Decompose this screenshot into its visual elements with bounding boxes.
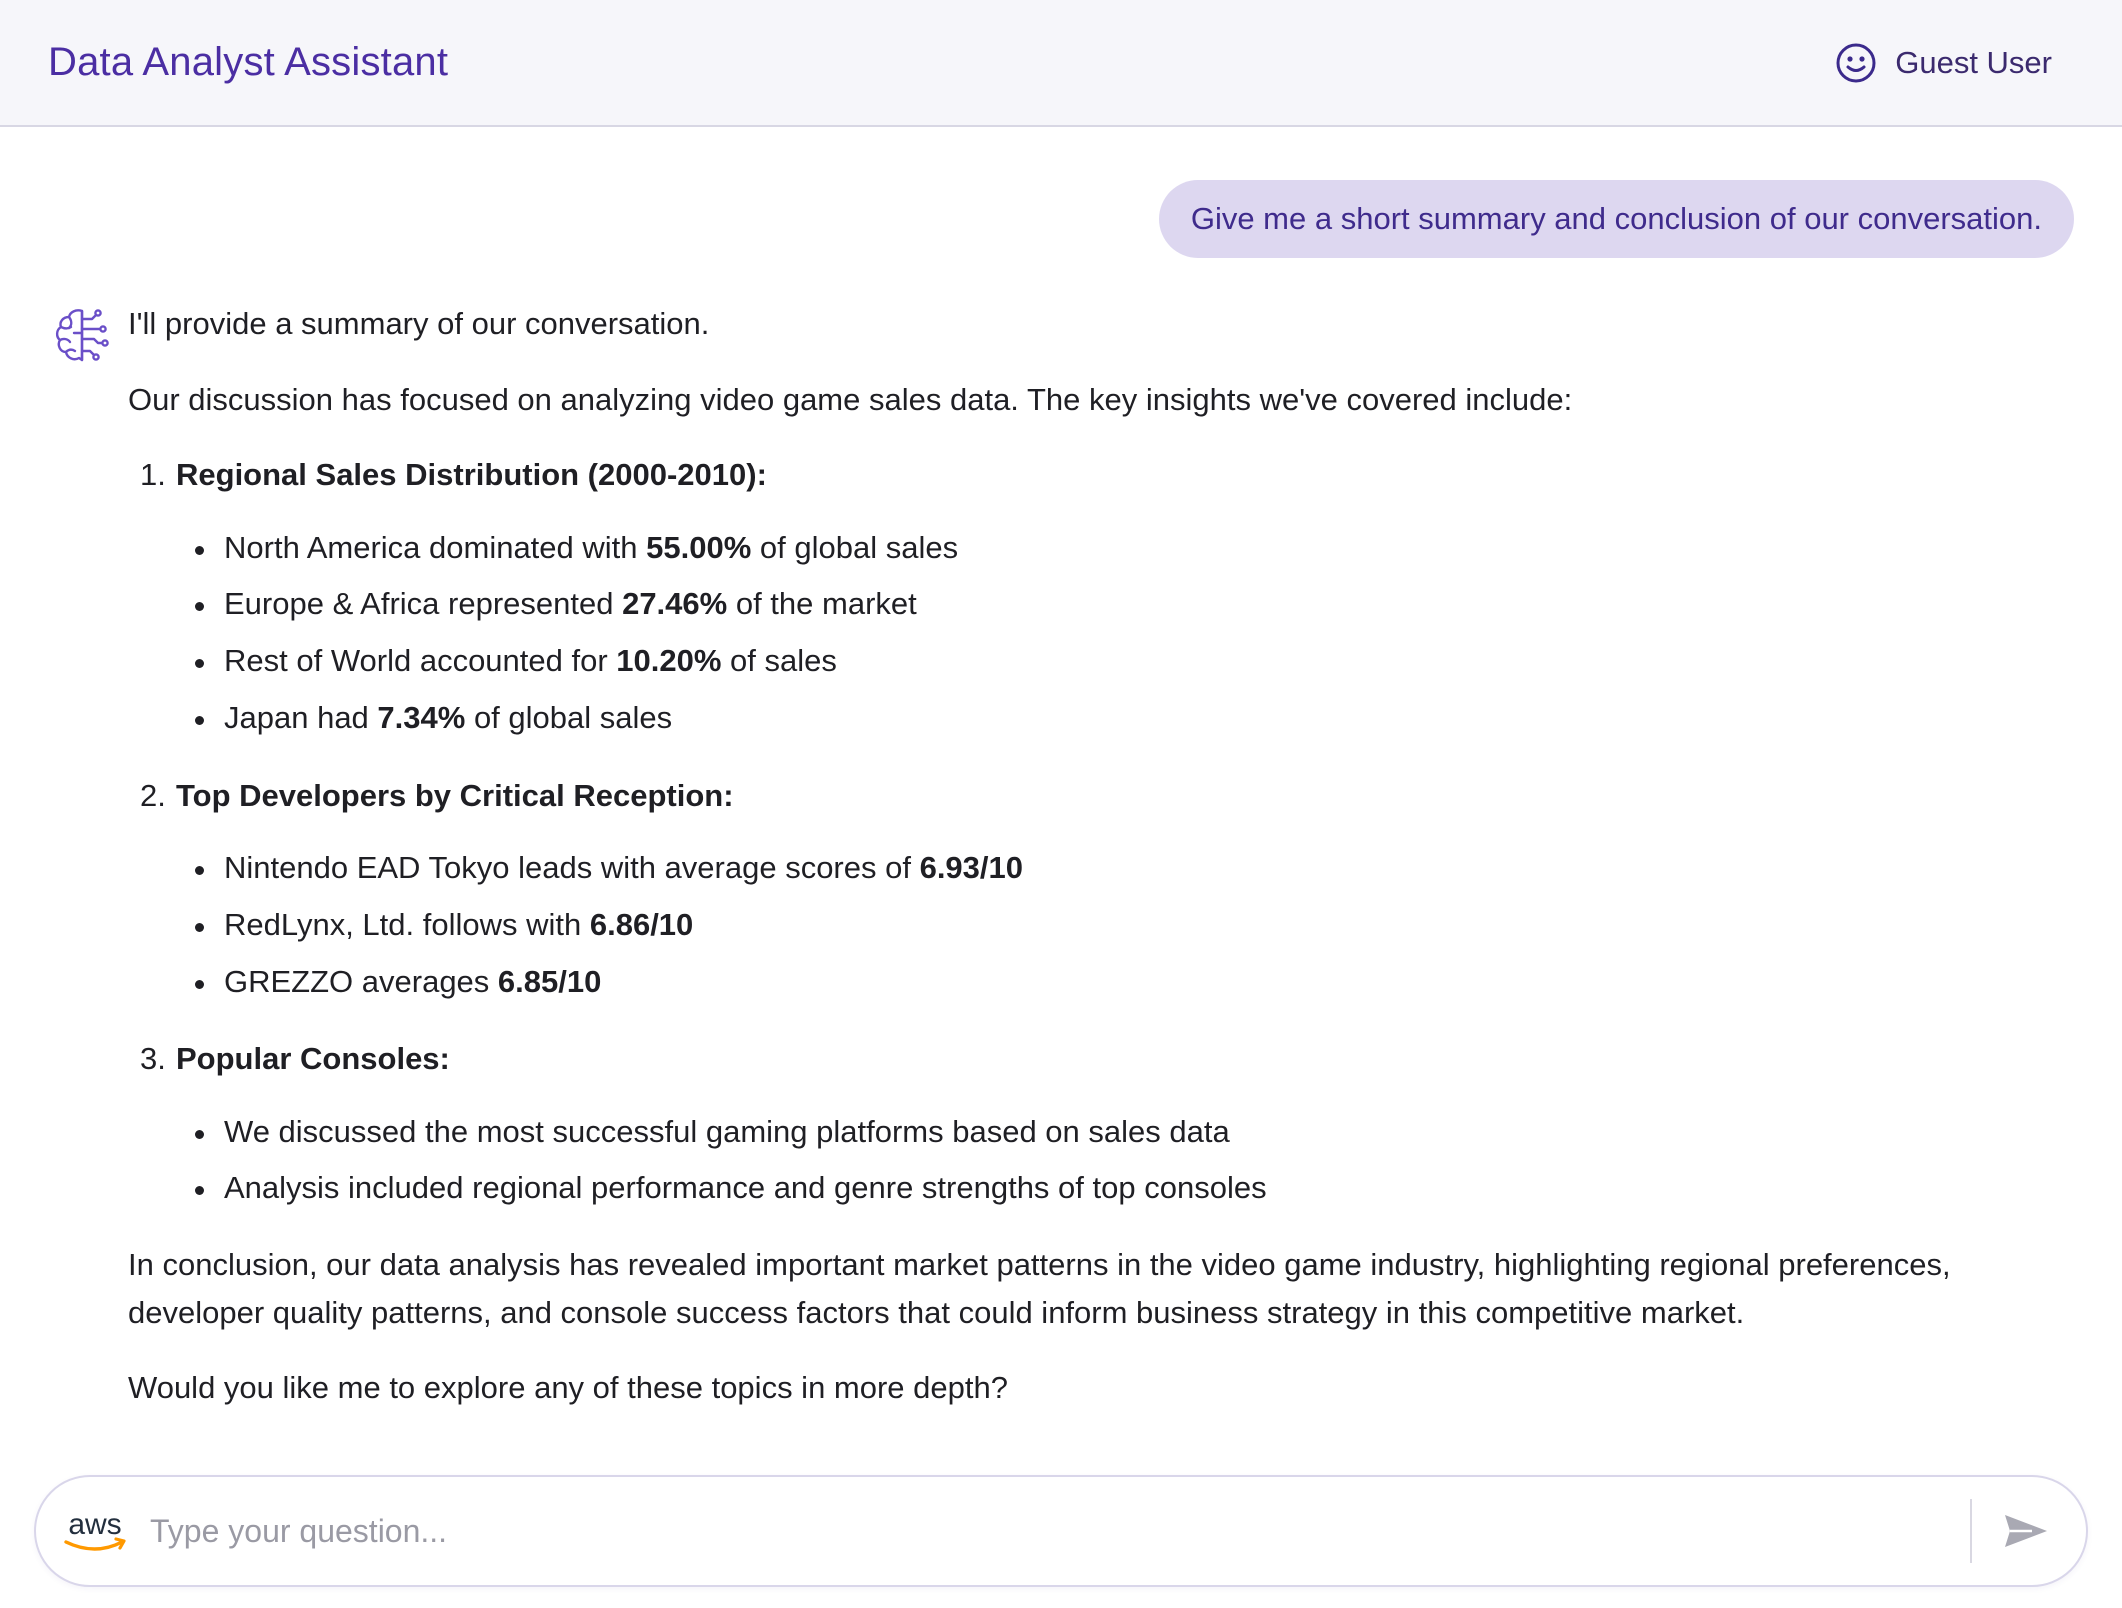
section-title: Regional Sales Distribution (2000-2010): [176,457,767,493]
section-number: 1. [140,457,166,493]
send-button[interactable] [1998,1503,2054,1559]
top-header [0,0,2122,127]
assistant-closing: Would you like me to explore any of these topics in more depth? [128,1370,1008,1406]
smiley-icon [1835,42,1877,84]
section-title: Top Developers by Critical Reception: [176,777,734,813]
list-item: Analysis included regional performance and genre strengths of top consoles [193,1162,2068,1215]
svg-text:aws: aws [68,1508,122,1541]
summary-section [128,1034,2068,1215]
send-icon [2002,1511,2050,1551]
section-number: 3. [140,1041,166,1077]
chat-area [0,129,2122,1469]
list-item: Rest of World accounted for 10.20% of sales [193,635,2068,688]
assistant-intro: I'll provide a summary of our conversation. [128,306,710,341]
input-divider [1970,1499,1972,1563]
user-label: Guest User [1895,44,2052,80]
list-item: GREZZO averages 6.85/10 [193,956,2068,1009]
section-heading [128,1034,2068,1084]
bullet-list [128,522,2068,745]
aws-logo [58,1506,132,1556]
user-message-bubble [1159,180,2074,258]
summary-section [128,771,2068,1009]
app-title: Data Analyst Assistant [48,40,449,84]
user-message-text: Give me a short summary and conclusion of our conversation. [1190,201,2042,236]
list-item: North America dominated with 55.00% of global sales [193,522,2068,575]
bullet-list [128,1106,2068,1215]
list-item: Europe & Africa represented 27.46% of the market [193,578,2068,631]
user-menu[interactable] [1835,42,2052,84]
bullet-list [128,842,2068,1008]
assistant-conclusion: In conclusion, our data analysis has revealed important market patterns in the video game industry, highlighting regional preferences, developer quality patterns, and console success factors that could inform business strategy in this competitive market. [128,1247,1951,1331]
summary-section [128,450,2068,744]
list-item: Japan had 7.34% of global sales [193,692,2068,745]
section-heading [128,450,2068,500]
question-input-bar [34,1475,2088,1587]
brain-circuit-icon [52,305,114,367]
section-title: Popular Consoles: [176,1041,450,1077]
question-input[interactable] [150,1513,1958,1550]
list-item: RedLynx, Ltd. follows with 6.86/10 [193,899,2068,952]
assistant-message [128,299,2068,1439]
assistant-lead: Our discussion has focused on analyzing video game sales data. The key insights we've covered include: [128,381,1573,417]
section-number: 2. [140,777,166,813]
section-heading [128,771,2068,821]
list-item: Nintendo EAD Tokyo leads with average scores of 6.93/10 [193,842,2068,895]
list-item: We discussed the most successful gaming platforms based on sales data [193,1106,2068,1159]
